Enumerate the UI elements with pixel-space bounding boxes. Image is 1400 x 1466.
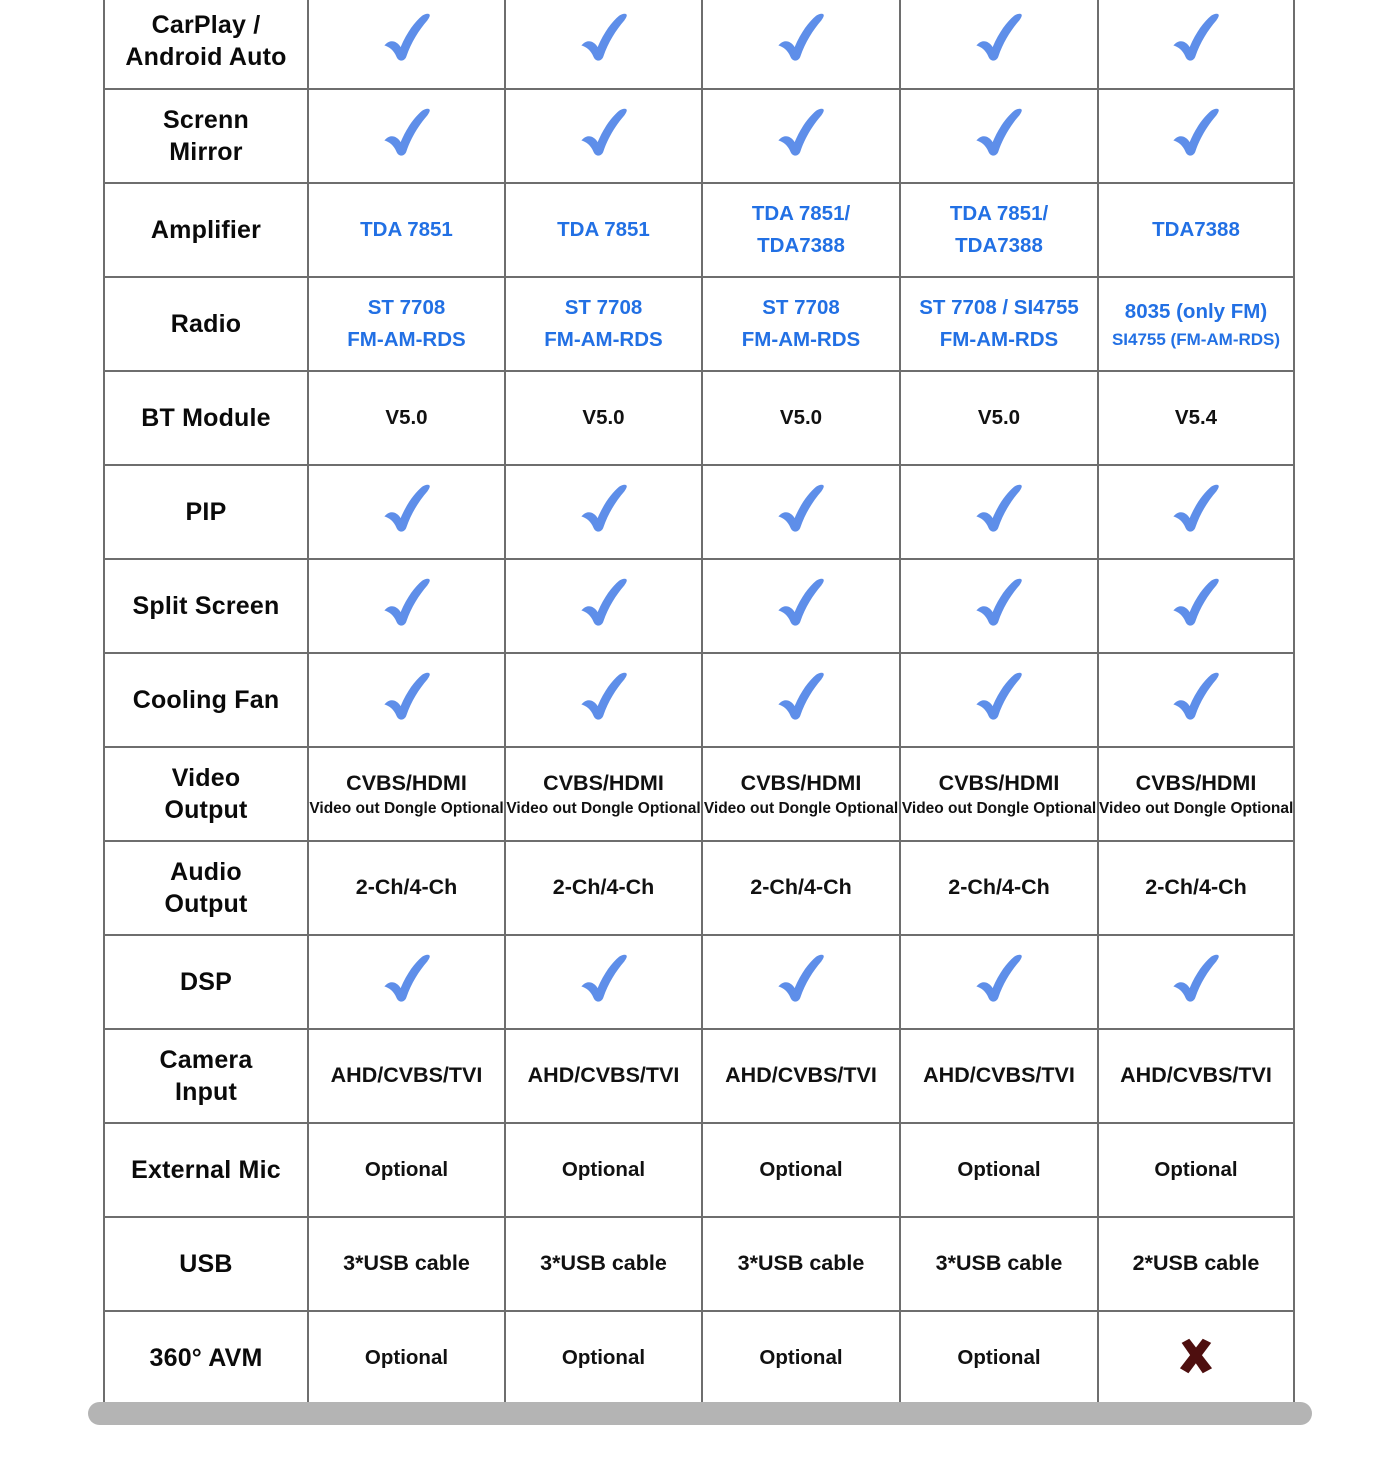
row-label-camera-input — [104, 1029, 308, 1123]
cell-screen-mirror-col5 — [1098, 89, 1294, 183]
check-icon — [1167, 573, 1225, 640]
cell-cooling-fan-col1 — [308, 653, 505, 747]
check-icon — [1167, 8, 1225, 75]
row-label-avm-360 — [104, 1311, 308, 1405]
cell-video-output-col1 — [308, 747, 505, 841]
row-label-screen-mirror — [104, 89, 308, 183]
row-label-carplay-android-auto — [104, 0, 308, 89]
cell-camera-input-col1 — [308, 1029, 505, 1123]
row-label-split-screen — [104, 559, 308, 653]
cell-value-line: V5.0 — [779, 406, 823, 430]
horizontal-scrollbar-thumb[interactable] — [88, 1402, 1312, 1425]
check-icon — [378, 8, 436, 75]
cell-pip-col5 — [1098, 465, 1294, 559]
cell-value-line: AHD/CVBS/TVI — [923, 1063, 1075, 1088]
row-label-line: Amplifier — [150, 216, 262, 244]
row-label-line: Radio — [170, 310, 242, 338]
cell-value-line: V5.0 — [582, 406, 625, 430]
cell-external-mic-col2 — [505, 1123, 702, 1217]
cell-value-line: TDA 7851/ — [751, 202, 851, 226]
cell-carplay-android-auto-col2 — [505, 0, 702, 89]
check-icon — [575, 479, 633, 546]
cell-video-output-col3 — [702, 747, 900, 841]
cell-audio-output-col5 — [1098, 841, 1294, 935]
cell-value-line: 2-Ch/4-Ch — [1145, 875, 1247, 900]
cell-value-line: CVBS/HDMI — [346, 770, 467, 795]
cell-value-line: FM-AM-RDS — [741, 328, 861, 351]
cell-cooling-fan-col4 — [900, 653, 1098, 747]
cell-carplay-android-auto-col1 — [308, 0, 505, 89]
table-row-camera-input — [104, 1029, 1294, 1123]
row-label-usb — [104, 1217, 308, 1311]
cell-value-line: AHD/CVBS/TVI — [725, 1063, 877, 1088]
cell-usb-col5 — [1098, 1217, 1294, 1311]
cell-radio-col4 — [900, 277, 1098, 371]
cell-avm-360-col4 — [900, 1311, 1098, 1405]
cell-carplay-android-auto-col5 — [1098, 0, 1294, 89]
cell-value-line: 2-Ch/4-Ch — [355, 875, 458, 900]
check-icon — [1167, 667, 1225, 734]
cell-external-mic-col3 — [702, 1123, 900, 1217]
check-icon — [575, 667, 633, 734]
check-icon — [772, 573, 830, 640]
cell-camera-input-col3 — [702, 1029, 900, 1123]
cell-carplay-android-auto-col4 — [900, 0, 1098, 89]
table-row-external-mic — [104, 1123, 1294, 1217]
cell-bt-module-col3 — [702, 371, 900, 465]
spec-table-body — [104, 0, 1294, 1405]
cell-value-line: Optional — [561, 1158, 646, 1182]
cell-value-line: Optional — [957, 1158, 1041, 1182]
check-icon — [575, 103, 633, 170]
cell-value-line: AHD/CVBS/TVI — [330, 1063, 483, 1088]
row-label-line: 360° AVM — [149, 1344, 263, 1372]
cell-dsp-col5 — [1098, 935, 1294, 1029]
cell-cooling-fan-col2 — [505, 653, 702, 747]
check-icon — [378, 667, 436, 734]
cell-value-line: 3*USB cable — [737, 1251, 865, 1276]
row-label-line: DSP — [179, 968, 232, 996]
check-icon — [378, 479, 436, 546]
check-icon — [1167, 103, 1225, 170]
cell-avm-360-col1 — [308, 1311, 505, 1405]
check-icon — [970, 949, 1028, 1016]
cell-avm-360-col3 — [702, 1311, 900, 1405]
table-row-audio-output — [104, 841, 1294, 935]
cell-value-line: 2-Ch/4-Ch — [948, 875, 1050, 900]
cell-pip-col3 — [702, 465, 900, 559]
cell-value-line: TDA7388 — [955, 234, 1043, 257]
cell-carplay-android-auto-col3 — [702, 0, 900, 89]
check-icon — [1167, 949, 1225, 1016]
cell-dsp-col2 — [505, 935, 702, 1029]
cell-bt-module-col2 — [505, 371, 702, 465]
cell-audio-output-col2 — [505, 841, 702, 935]
cell-value-line: FM-AM-RDS — [939, 328, 1059, 351]
table-row-amplifier — [104, 183, 1294, 277]
cell-value-line: 2-Ch/4-Ch — [750, 875, 852, 900]
cell-pip-col4 — [900, 465, 1098, 559]
cell-value-line: 2-Ch/4-Ch — [552, 875, 655, 900]
cell-value-line: V5.4 — [1174, 406, 1218, 430]
cell-audio-output-col1 — [308, 841, 505, 935]
cell-external-mic-col5 — [1098, 1123, 1294, 1217]
cell-value-line: FM-AM-RDS — [347, 328, 466, 351]
row-label-line: Input — [174, 1078, 238, 1106]
row-label-line: PIP — [185, 498, 227, 526]
cell-value-line: Video out Dongle Optional — [901, 800, 1097, 818]
row-label-line: Output — [164, 890, 248, 918]
cell-video-output-col5 — [1098, 747, 1294, 841]
cell-split-screen-col5 — [1098, 559, 1294, 653]
cell-value-line: Optional — [759, 1158, 843, 1182]
cell-usb-col1 — [308, 1217, 505, 1311]
row-label-pip — [104, 465, 308, 559]
row-label-line: Split Screen — [132, 592, 280, 620]
row-label-line: Audio — [170, 858, 242, 886]
cell-value-line: CVBS/HDMI — [543, 770, 664, 795]
row-label-line: CarPlay / — [151, 11, 261, 39]
cell-usb-col3 — [702, 1217, 900, 1311]
cell-bt-module-col5 — [1098, 371, 1294, 465]
cell-video-output-col4 — [900, 747, 1098, 841]
cell-value-line: CVBS/HDMI — [938, 770, 1060, 795]
cell-cooling-fan-col5 — [1098, 653, 1294, 747]
table-row-screen-mirror — [104, 89, 1294, 183]
cell-value-line: 8035 (only FM) — [1124, 299, 1268, 323]
check-icon — [970, 103, 1028, 170]
table-row-avm-360 — [104, 1311, 1294, 1405]
table-row-pip — [104, 465, 1294, 559]
check-icon — [575, 949, 633, 1016]
cell-usb-col2 — [505, 1217, 702, 1311]
row-label-video-output — [104, 747, 308, 841]
cell-value-line: V5.0 — [385, 406, 428, 430]
check-icon — [970, 667, 1028, 734]
cell-value-line: Optional — [364, 1346, 449, 1370]
row-label-dsp — [104, 935, 308, 1029]
cell-camera-input-col2 — [505, 1029, 702, 1123]
check-icon — [378, 949, 436, 1016]
row-label-bt-module — [104, 371, 308, 465]
cell-screen-mirror-col3 — [702, 89, 900, 183]
cell-value-line: Video out Dongle Optional — [1099, 800, 1294, 818]
check-icon — [575, 8, 633, 75]
cell-avm-360-col5 — [1098, 1311, 1294, 1405]
cell-radio-col5 — [1098, 277, 1294, 371]
cell-value-line: 3*USB cable — [343, 1251, 470, 1276]
cell-dsp-col1 — [308, 935, 505, 1029]
row-label-line: Mirror — [169, 138, 243, 166]
cross-icon — [1174, 1337, 1218, 1380]
table-row-radio — [104, 277, 1294, 371]
cell-pip-col2 — [505, 465, 702, 559]
table-row-dsp — [104, 935, 1294, 1029]
cell-avm-360-col2 — [505, 1311, 702, 1405]
check-icon — [575, 573, 633, 640]
cell-value-line: V5.0 — [977, 406, 1021, 430]
cell-amplifier-col1 — [308, 183, 505, 277]
cell-value-line: Optional — [561, 1346, 646, 1370]
row-label-audio-output — [104, 841, 308, 935]
row-label-line: BT Module — [141, 404, 271, 432]
cell-value-line: 3*USB cable — [540, 1251, 667, 1276]
spec-table-container — [103, 0, 1295, 1406]
check-icon — [772, 949, 830, 1016]
table-row-carplay-android-auto — [104, 0, 1294, 89]
cell-value-line: 3*USB cable — [935, 1251, 1063, 1276]
cell-dsp-col3 — [702, 935, 900, 1029]
cell-audio-output-col4 — [900, 841, 1098, 935]
cell-value-line: TDA 7851 — [557, 218, 650, 242]
row-label-cooling-fan — [104, 653, 308, 747]
cell-amplifier-col3 — [702, 183, 900, 277]
row-label-radio — [104, 277, 308, 371]
row-label-line: Output — [164, 796, 248, 824]
cell-split-screen-col1 — [308, 559, 505, 653]
cell-value-line: FM-AM-RDS — [544, 328, 663, 351]
cell-split-screen-col4 — [900, 559, 1098, 653]
cell-split-screen-col2 — [505, 559, 702, 653]
cell-value-line: Optional — [364, 1158, 449, 1182]
cell-value-line: Optional — [1154, 1158, 1238, 1182]
check-icon — [970, 573, 1028, 640]
cell-value-line: Video out Dongle Optional — [309, 800, 504, 818]
cell-value-line: ST 7708 — [762, 296, 840, 320]
cell-video-output-col2 — [505, 747, 702, 841]
cell-value-line: ST 7708 — [564, 296, 643, 320]
table-row-split-screen — [104, 559, 1294, 653]
cell-screen-mirror-col4 — [900, 89, 1098, 183]
cell-split-screen-col3 — [702, 559, 900, 653]
table-row-usb — [104, 1217, 1294, 1311]
spec-comparison-table — [103, 0, 1295, 1406]
table-row-bt-module — [104, 371, 1294, 465]
cell-value-line: AHD/CVBS/TVI — [527, 1063, 680, 1088]
cell-bt-module-col4 — [900, 371, 1098, 465]
cell-value-line: ST 7708 — [367, 296, 446, 320]
check-icon — [772, 667, 830, 734]
row-label-amplifier — [104, 183, 308, 277]
cell-radio-col3 — [702, 277, 900, 371]
cell-value-line: CVBS/HDMI — [1135, 770, 1257, 795]
row-label-line: Video — [171, 764, 241, 792]
cell-value-line: TDA 7851/ — [949, 202, 1049, 226]
table-row-cooling-fan — [104, 653, 1294, 747]
row-label-line: Screnn — [163, 106, 249, 134]
cell-radio-col1 — [308, 277, 505, 371]
cell-value-line: Video out Dongle Optional — [506, 800, 701, 818]
cell-radio-col2 — [505, 277, 702, 371]
row-label-line: Cooling Fan — [132, 686, 280, 714]
row-label-line: USB — [179, 1250, 233, 1278]
cell-value-line: Optional — [759, 1346, 843, 1370]
cell-value-line: Video out Dongle Optional — [703, 800, 899, 818]
row-label-external-mic — [104, 1123, 308, 1217]
cell-amplifier-col4 — [900, 183, 1098, 277]
cell-value-line: ST 7708 / SI4755 — [919, 296, 1079, 320]
check-icon — [970, 8, 1028, 75]
check-icon — [378, 103, 436, 170]
row-label-line: Camera — [159, 1046, 253, 1074]
row-label-line: External Mic — [131, 1156, 281, 1184]
check-icon — [772, 8, 830, 75]
cell-usb-col4 — [900, 1217, 1098, 1311]
cell-amplifier-col2 — [505, 183, 702, 277]
check-icon — [772, 479, 830, 546]
cell-value-line: 2*USB cable — [1132, 1251, 1260, 1276]
cell-screen-mirror-col2 — [505, 89, 702, 183]
check-icon — [1167, 479, 1225, 546]
cell-value-line: Optional — [957, 1346, 1041, 1370]
cell-audio-output-col3 — [702, 841, 900, 935]
check-icon — [772, 103, 830, 170]
cell-pip-col1 — [308, 465, 505, 559]
cell-cooling-fan-col3 — [702, 653, 900, 747]
cell-camera-input-col4 — [900, 1029, 1098, 1123]
check-icon — [970, 479, 1028, 546]
cell-value-line: TDA7388 — [757, 234, 845, 257]
cell-external-mic-col1 — [308, 1123, 505, 1217]
cell-external-mic-col4 — [900, 1123, 1098, 1217]
table-row-video-output — [104, 747, 1294, 841]
cell-amplifier-col5 — [1098, 183, 1294, 277]
cell-value-line: CVBS/HDMI — [740, 770, 862, 795]
cell-value-line: AHD/CVBS/TVI — [1120, 1063, 1272, 1088]
cell-camera-input-col5 — [1098, 1029, 1294, 1123]
cell-screen-mirror-col1 — [308, 89, 505, 183]
cell-dsp-col4 — [900, 935, 1098, 1029]
cell-value-line: SI4755 (FM-AM-RDS) — [1111, 329, 1281, 349]
cell-value-line: TDA7388 — [1152, 218, 1240, 242]
row-label-line: Android Auto — [125, 43, 287, 71]
cell-bt-module-col1 — [308, 371, 505, 465]
check-icon — [378, 573, 436, 640]
cell-value-line: TDA 7851 — [360, 218, 453, 242]
